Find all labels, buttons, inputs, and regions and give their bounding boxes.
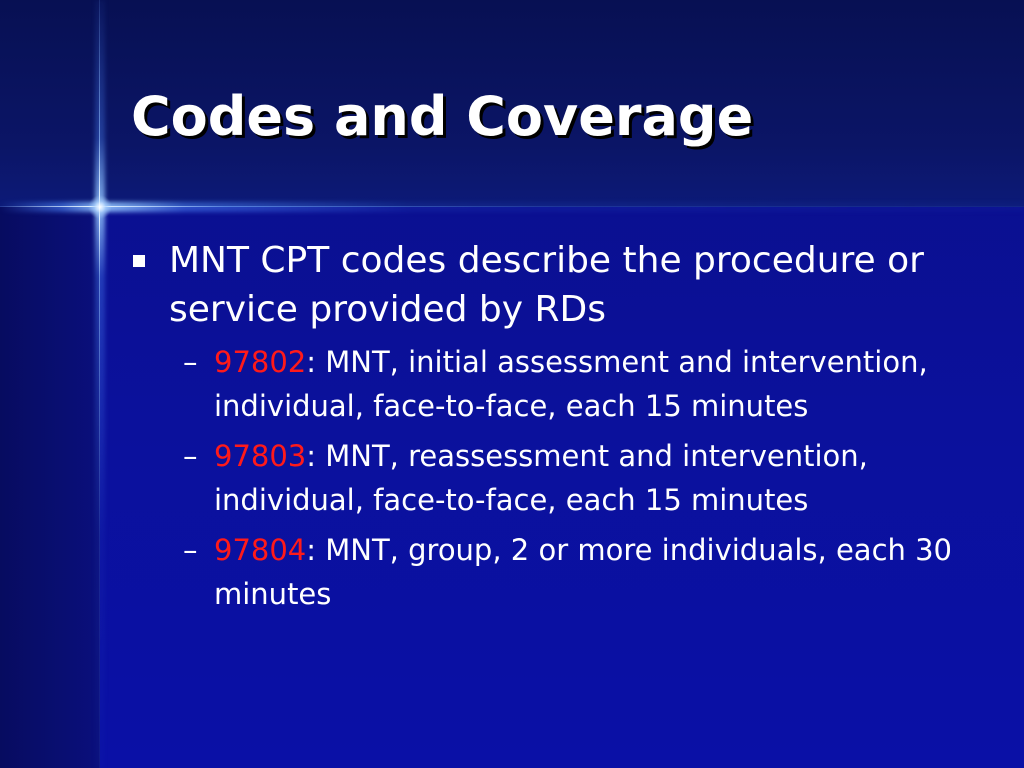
sub-bullet-item <box>183 528 992 616</box>
slide-title: Codes and Coverage <box>131 85 754 148</box>
code-description: : MNT, group, 2 or more individuals, each 30 minutes <box>214 533 953 611</box>
cpt-code: 97802 <box>214 345 307 379</box>
bullet-text: MNT CPT codes describe the procedure or service provided by RDs <box>169 240 924 330</box>
sparkle-icon <box>88 195 112 219</box>
sub-bullet-item <box>183 434 992 522</box>
square-bullet-icon <box>133 255 145 267</box>
left-band-background <box>0 207 100 768</box>
horizontal-glow-line <box>0 202 1024 212</box>
code-description: : MNT, initial assessment and intervention, individual, face-to-face, each 15 minutes <box>214 345 928 423</box>
dash-bullet-icon: – <box>183 439 198 473</box>
dash-bullet-icon: – <box>183 533 198 567</box>
cpt-code: 97803 <box>214 439 307 473</box>
sub-bullet-list <box>132 340 992 616</box>
dash-bullet-icon: – <box>183 345 198 379</box>
bullet-item <box>132 236 992 334</box>
slide-content <box>132 236 992 622</box>
vertical-glow-line <box>95 0 105 768</box>
code-description: : MNT, reassessment and intervention, individual, face-to-face, each 15 minutes <box>214 439 868 517</box>
horizontal-divider-line <box>0 206 1024 207</box>
vertical-divider-line <box>99 0 100 768</box>
cpt-code: 97804 <box>214 533 307 567</box>
sub-bullet-item <box>183 340 992 428</box>
